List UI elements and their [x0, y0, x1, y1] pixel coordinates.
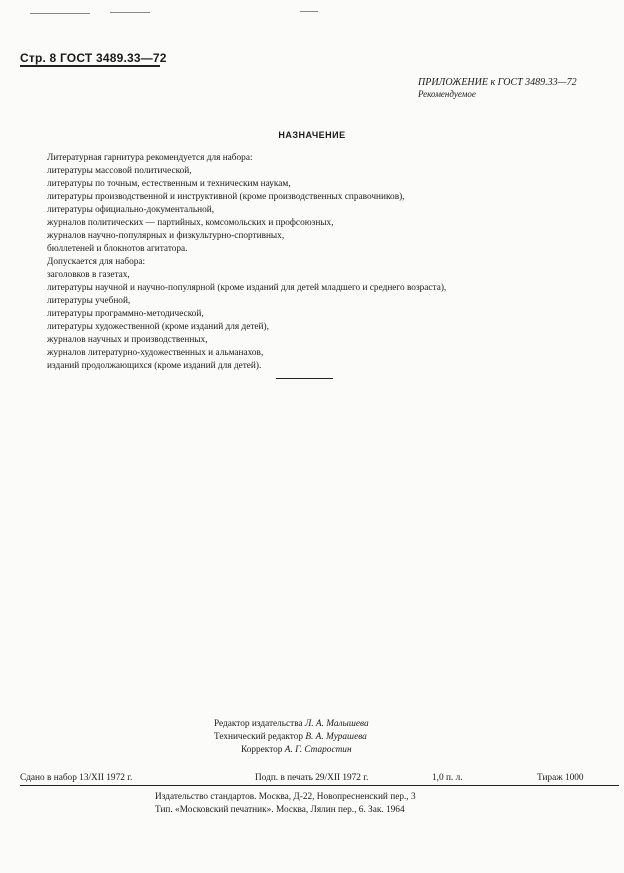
body-line: литературы по точным, естественным и техническим наукам,	[47, 179, 291, 189]
appendix-title: ПРИЛОЖЕНИЕ к ГОСТ 3489.33—72	[418, 77, 577, 88]
imprint-signed: Подп. в печать 29/XII 1972 г.	[255, 773, 369, 783]
imprint-sheets: 1,0 п. л.	[432, 773, 463, 783]
header-rule	[20, 65, 160, 67]
tech-editor-role: Технический редактор	[214, 732, 304, 742]
section-title: НАЗНАЧЕНИЕ	[278, 130, 346, 140]
printer-line: Тип. «Московский печатник». Москва, Лялин пер., 6. Зак. 1964	[155, 805, 405, 815]
appendix-status: Рекомендуемое	[418, 89, 476, 99]
imprint-submitted: Сдано в набор 13/XII 1972 г.	[20, 773, 133, 783]
body-line: журналов литературно-художественных и альманахов,	[47, 348, 264, 358]
publisher-editor-name: Л. А. Малышева	[304, 719, 369, 729]
body-line: литературы художественной (кроме изданий для детей),	[47, 322, 269, 332]
editors-block	[214, 718, 369, 757]
body-line: журналов научных и производственных,	[47, 335, 208, 345]
publisher-line: Издательство стандартов. Москва, Д-22, Новопресненский пер., 3	[155, 792, 416, 802]
page-header: Стр. 8 ГОСТ 3489.33—72	[20, 51, 167, 65]
imprint-rule	[20, 785, 619, 786]
body-line: литературы учебной,	[47, 296, 131, 306]
imprint-print-run: Тираж 1000	[537, 773, 584, 783]
proofreader-role: Корректор	[241, 745, 283, 755]
body-line: изданий продолжающихся (кроме изданий для детей).	[47, 361, 262, 371]
scan-speck	[30, 13, 90, 14]
body-line: литературы производственной и инструктивной (кроме производственных справочников),	[47, 192, 405, 202]
body-line: заголовков в газетах,	[47, 270, 130, 280]
scan-speck	[300, 11, 318, 12]
body-line: литературы программно-методической,	[47, 309, 204, 319]
proofreader-name: А. Г. Старостин	[284, 745, 352, 755]
scan-speck	[110, 12, 150, 13]
body-line: Допускается для набора:	[47, 257, 146, 267]
tech-editor-name: В. А. Мурашева	[305, 732, 367, 742]
section-end-rule	[276, 378, 333, 379]
publisher-block	[155, 791, 416, 817]
body-line: журналов научно-популярных и физкультурно-спортивных,	[47, 231, 285, 241]
publisher-editor-role: Редактор издательства	[214, 719, 303, 729]
section-body	[47, 152, 567, 373]
proofreader	[214, 744, 369, 757]
body-line: Литературная гарнитура рекомендуется для набора:	[47, 153, 253, 163]
body-line: литературы научной и научно-популярной (кроме изданий для детей младшего и среднего возраста),	[47, 283, 447, 293]
body-line: литературы массовой политической,	[47, 166, 192, 176]
body-line: бюллетеней и блокнотов агитатора.	[47, 244, 188, 254]
body-line: литературы официально-документальной,	[47, 205, 215, 215]
publisher-editor	[214, 718, 369, 731]
tech-editor	[214, 731, 369, 744]
body-line: журналов политических — партийных, комсомольских и профсоюзных,	[47, 218, 334, 228]
